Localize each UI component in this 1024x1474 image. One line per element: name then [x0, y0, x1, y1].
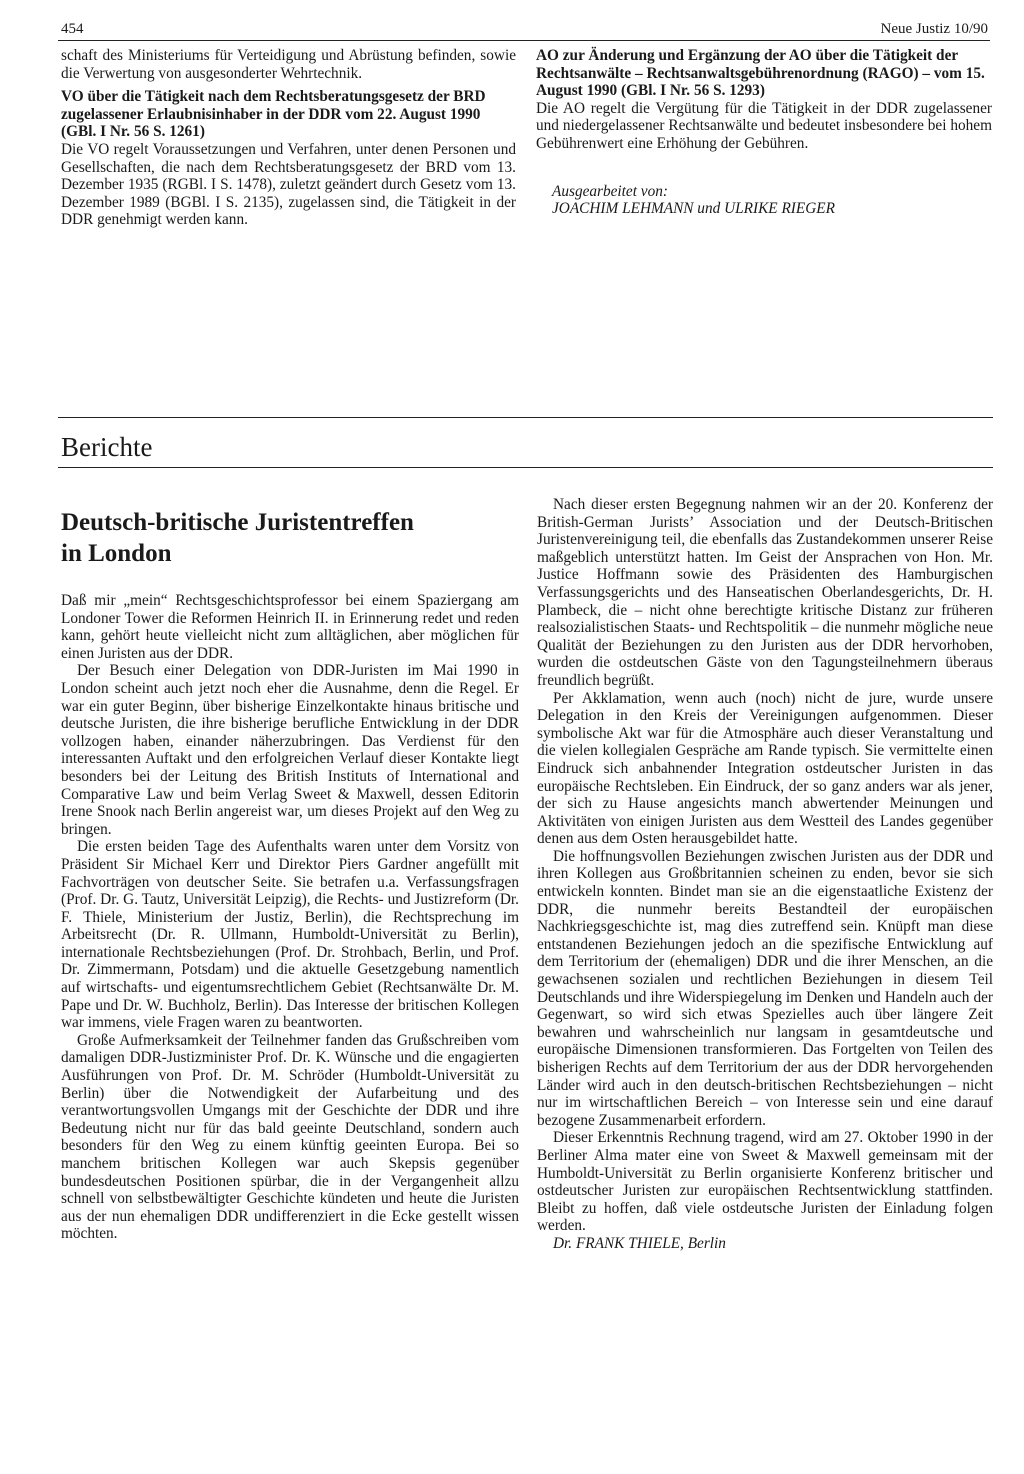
credit-label: Ausgearbeitet von: [552, 182, 668, 200]
article-paragraph: Dieser Erkenntnis Rechnung tragend, wird am 27. Oktober 1990 in der Berliner Alma mater eine von Sweet & Maxwell gemeinsam mit der Humboldt-Universität zu Berlin organisierte Konferenz britischer und ostdeutscher Juristen zur europäischen Rechtsentwicklung stattfinden. Bleibt zu hoffen, daß viele ostdeutsche Juristen der Einladung folgen werden. [537, 1129, 993, 1235]
top-left-column [61, 47, 516, 229]
article-title-line-2: in London [61, 540, 172, 567]
credit-names: JOACHIM LEHMANN und ULRIKE RIEGER [552, 200, 835, 218]
article-paragraph: Die ersten beiden Tage des Aufenthalts waren unter dem Vorsitz von Präsident Sir Michael Kerr und Direktor Piers Gardner angefüllt mit Fachvorträgen von deutscher Seite. Sie betrafen u.a. Verfassungsfragen (Prof. Dr. G. Tautz, Universität Leipzig), die Rechts- und Justizreform (Dr. F. Thiele, Ministerium der Justiz, Berlin), die Rechtsprechung im Arbeitsrecht (Dr. R. Ullmann, Humboldt-Universität zu Berlin), internationale Rechtsbeziehungen (Prof. Dr. Strohbach, Berlin, und Prof. Dr. Zimmermann, Potsdam) und die aktuelle Gesetzgebung namentlich auf wirtschafts- und eigentumsrechtlichem Gebiet (Rechtsanwälte Dr. M. Pape und Dr. W. Buchholz, Berlin). Das Interesse der britischen Kollegen war immens, viele Fragen waren zu beantworten. [61, 838, 519, 1032]
article-paragraph: Nach dieser ersten Begegnung nahmen wir an der 20. Konferenz der British-German Jurists’ Association und der Deutsch-Britischen Juristenvereinigung teil, die ebenfalls das Zustandekommen unserer Reise maßgeblich unterstützt hatten. Im Geist der Ansprachen von Hon. Mr. Justice Hoffmann sowie des Präsidenten des Hamburgischen Verfassungsgerichts und des Hanseatischen Oberlandesgerichts, Dr. H. Plambeck, die – nicht ohne berechtigte kritische Distanz zur früheren realsozialistischen Staats- und Rechtspolitik – die nunmehr mögliche neue Qualität der Beziehungen zu den Juristen aus der DDR hervorhoben, wurden die ostdeutschen Gäste von den Tagungsteilnehmern überaus freundlich begrüßt. [537, 496, 993, 689]
article-paragraph: Der Besuch einer Delegation von DDR-Juristen im Mai 1990 in London scheint auch jetzt noch eher die Ausnahme, denn die Regel. Er war ein guter Beginn, über bisherige Einzelkontakte hinaus britische und deutsche Juristen, die ihre bisherige berufliche Entwicklung in der DDR vollzogen haben, einander näherzubringen. Das Verdienst für den interessanten Auftakt und den erfolgreichen Verlauf dieser Kontakte liegt besonders bei der Leitung des British Instituts of International and Comparative Law und beim Verlag Sweet & Maxwell, dessen Editorin Irene Snook nach Berlin angereist war, um dieses Projekt auf den Weg zu bringen. [61, 662, 519, 838]
regulation-body: Die VO regelt Voraussetzungen und Verfahren, unter denen Personen und Gesellschaften, die nach dem Rechtsberatungsgesetz der BRD vom 13. Dezember 1935 (RGBl. I S. 1478), zuletzt geändert durch Gesetz vom 13. Dezember 1989 (BGBl. I S. 2135), zugelassen sind, die Tätigkeit in der DDR genehmigt werden kann. [61, 140, 516, 229]
order-body: Die AO regelt die Vergütung für die Tätigkeit in der DDR zugelassener und niedergelassener Rechtsanwälte und bedeutet insbesondere bei hohem Gebührenwert eine Erhöhung der Gebühren. [536, 99, 992, 152]
article-author: Dr. FRANK THIELE, Berlin [553, 1234, 726, 1252]
journal-issue: Neue Justiz 10/90 [880, 21, 988, 37]
article-paragraph: Große Aufmerksamkeit der Teilnehmer fanden das Grußschreiben vom damaligen DDR-Justizminister Prof. Dr. K. Wünsche und die engagierten Ausführungen von Prof. Dr. M. Schröder (Humboldt-Universität zu Berlin) über die Notwendigkeit der Aufarbeitung und des verantwortungsvollen Umgangs mit der Geschichte der DDR und ihre Bedeutung nicht nur für das bald geeinte Deutschland, sondern auch besonders für den Weg zu einem künftig geeinten Europa. Bei so manchem britischen Kollegen war auch Skepsis gegenüber bundesdeutschen Positionen spürbar, die in der Vergangenheit allzu schnell von selbstbewältigter Geschichte kündeten und heute die Juristen aus der nun ehemaligen DDR undifferenziert in die Ecke gestellt wissen möchten. [61, 1031, 519, 1243]
section-rule-top [58, 417, 993, 418]
regulation-title: VO über die Tätigkeit nach dem Rechtsberatungsgesetz der BRD zugelassener Erlaubnisinhaber in der DDR vom 22. August 1990 (GBl. I Nr. 56 S. 1261) [61, 88, 486, 141]
article-paragraph: Daß mir „mein“ Rechtsgeschichtsprofessor bei einem Spaziergang am Londoner Tower die Reformen Heinrich II. in Erinnerung redet und reden kann, gehört heute vielleicht nicht zum alltäglichen, aber möglichen für einen Juristen aus der DDR. [61, 592, 519, 662]
section-title: Berichte [61, 432, 153, 462]
article-right-column [537, 496, 993, 1253]
continuation-text: schaft des Ministeriums für Verteidigung und Abrüstung befinden, sowie die Verwertung von ausgesonderter Wehrtechnik. [61, 47, 516, 82]
article-paragraph: Per Akklamation, wenn auch (noch) nicht de jure, wurde unsere Delegation in den Kreis der Vereinigungen aufgenommen. Dieser symbolische Akt war für die Atmosphäre auch dieser Veranstaltung und die vielen kollegialen Gespräche am Rande typisch. Sie vermittelte einen Eindruck sich anbahnender Integration ostdeutscher Juristen in das europäische Rechtsleben. Ein Eindruck, der so ganz anders war als jener, der sich zu Hause angesichts manch abwertender Meinungen und Aktivitäten von einigen Juristen aus dem Westteil des Landes gegenüber denen aus dem Osten herausgebildet hatte. [537, 689, 993, 848]
page-number: 454 [61, 21, 84, 37]
header-rule [58, 40, 990, 41]
order-title: AO zur Änderung und Ergänzung der AO über die Tätigkeit der Rechtsanwälte – Rechtsanwaltsgebührenordnung (RAGO) – vom 15. August 1990 (GBl. I Nr. 56 S. 1293) [536, 47, 985, 100]
section-rule-bottom [58, 467, 993, 468]
article-left-column [61, 592, 519, 1243]
top-right-column [536, 47, 992, 218]
article-title [61, 507, 511, 569]
credit-block [536, 183, 992, 218]
article-title-line-1: Deutsch-britische Juristentreffen [61, 509, 414, 536]
article-paragraph: Die hoffnungsvollen Beziehungen zwischen Juristen aus der DDR und ihren Kollegen aus Großbritannien scheinen zu enden, bevor sie sich entwickeln konnten. Bindet man sie an die eigenstaatliche Existenz der DDR, die nunmehr bereits Bestandteil der europäischen Nachkriegsgeschichte ist, mag dies zutreffend sein. Knüpft man diese entstandenen Beziehungen jedoch an die spezifische Entwicklung auf dem Territorium der (ehemaligen) DDR und die ihrer Menschen, an die gewachsenen sozialen und rechtlichen Beziehungen in diesem Teil Deutschlands und ihre Widerspiegelung im Denken und Handeln auch der Gegenwart, so wird sich etwas Spezielles auch über längere Zeit bewahren und wahrscheinlich nur langsam in gesamtdeutsche und europäische Dimensionen transformieren. Das Fortgelten von Teilen des bisherigen Rechts auf dem Territorium der aus der DDR hervorgehenden Länder wird auch in den deutsch-britischen Rechtsbeziehungen – nicht nur im wirtschaftlichen Bereich – von Interesse sein und eine darauf bezogene Zusammenarbeit erfordern. [537, 847, 993, 1129]
